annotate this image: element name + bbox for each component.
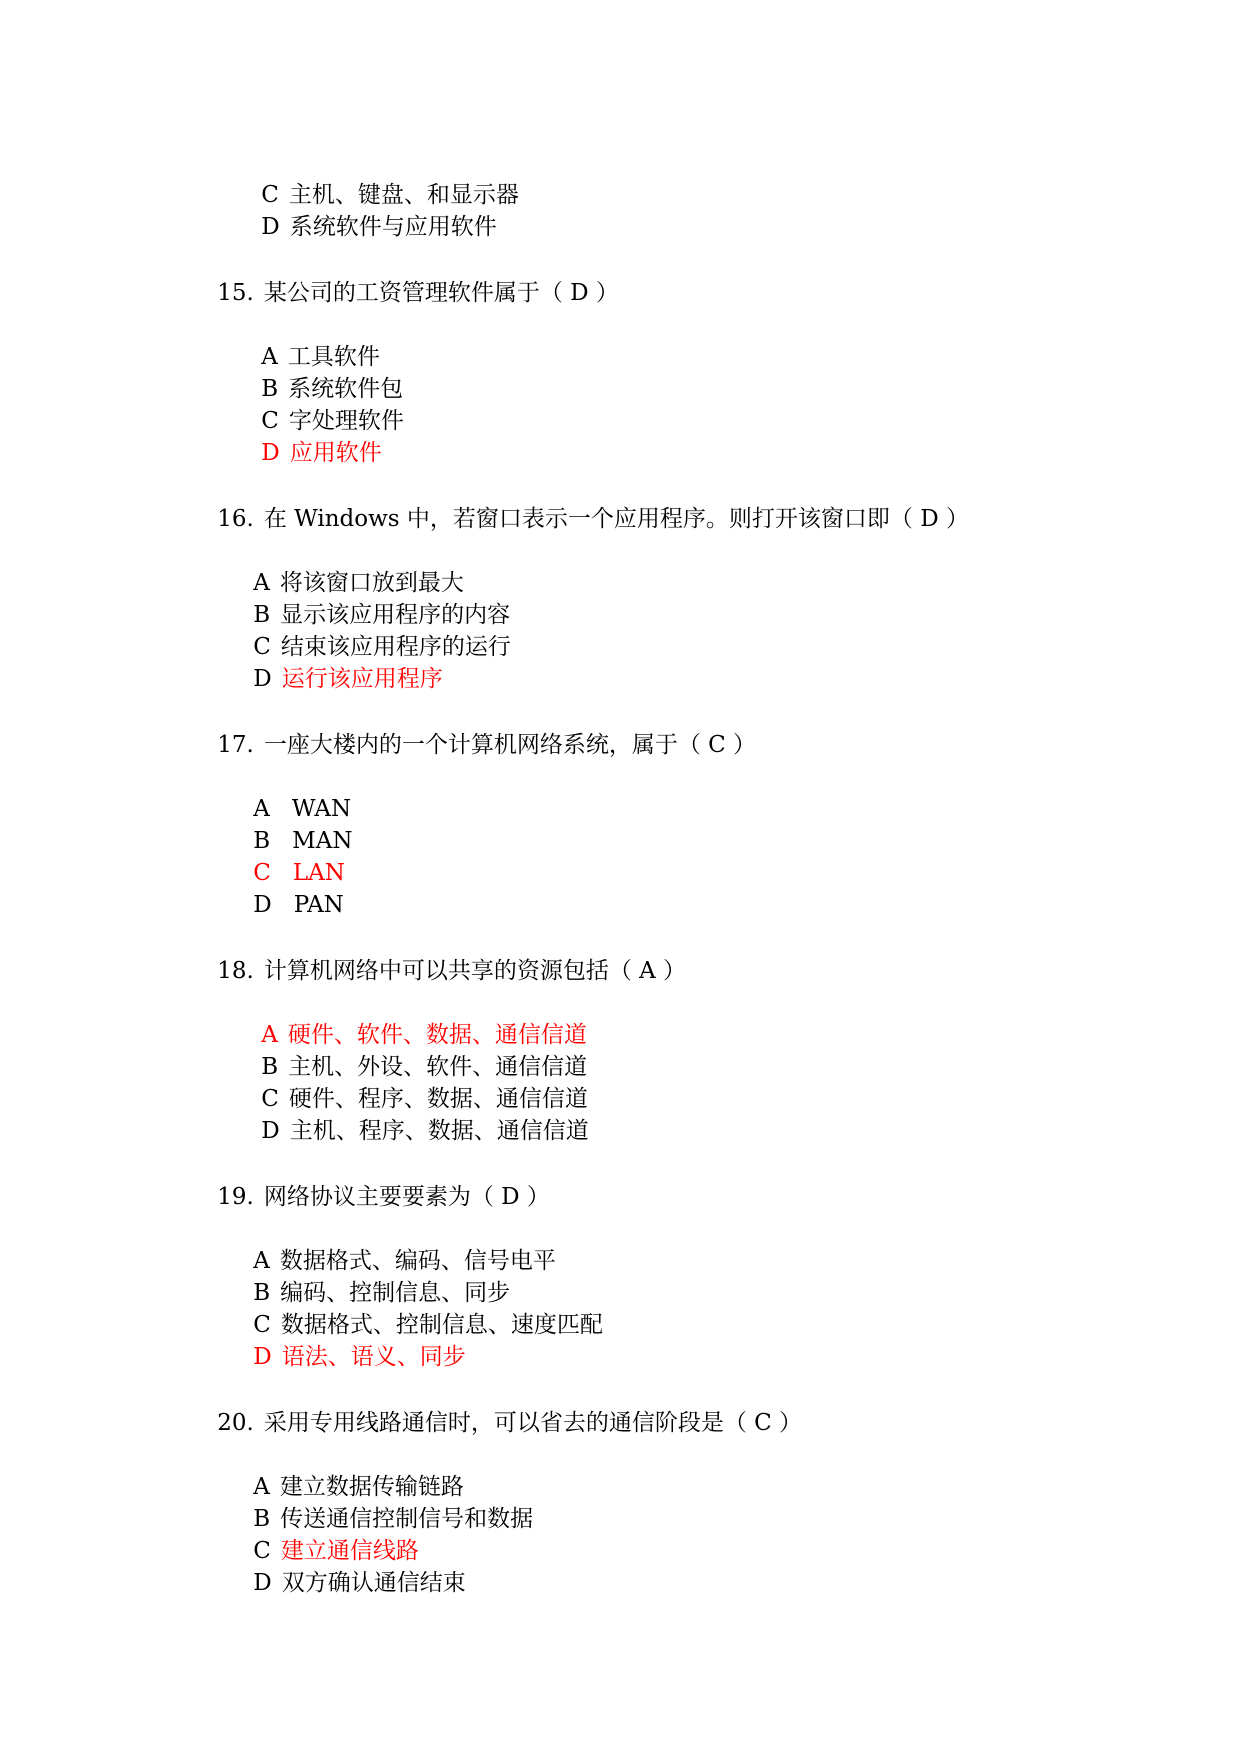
- option-text: 主机、程序、数据、通信信道: [289, 1118, 589, 1144]
- option-text: LAN: [292, 860, 345, 886]
- option-text: 应用软件: [289, 440, 382, 466]
- option-text: 双方确认通信结束: [281, 1570, 466, 1596]
- option-letter: D: [253, 666, 272, 692]
- option-text: 主机、外设、软件、通信信道: [288, 1054, 588, 1080]
- option-text: 数据格式、控制信息、速度匹配: [280, 1312, 603, 1338]
- question-text: 一座大楼内的一个计算机网络系统，属于（ C ）: [263, 732, 757, 758]
- question-number: 16.: [217, 506, 254, 532]
- option-letter: D: [253, 1344, 272, 1370]
- question-text: 某公司的工资管理软件属于（ D ）: [263, 280, 619, 306]
- option-text: 运行该应用程序: [281, 666, 443, 692]
- option-letter: C: [261, 408, 279, 434]
- option-letter: D: [261, 214, 280, 240]
- option-letter: C: [253, 1538, 271, 1564]
- option-letter: A: [261, 344, 278, 370]
- option-letter: B: [253, 828, 271, 854]
- question-text: 计算机网络中可以共享的资源包括（ A ）: [263, 958, 687, 984]
- option-letter: A: [261, 1022, 278, 1048]
- q20-option-d: [224, 1538, 466, 1628]
- option-text: 语法、语义、同步: [281, 1344, 466, 1370]
- option-letter: B: [253, 602, 271, 628]
- option-letter: D: [261, 1118, 280, 1144]
- option-text: MAN: [292, 828, 353, 854]
- option-text: 传送通信控制信号和数据: [280, 1506, 534, 1532]
- option-text: 数据格式、编码、信号电平: [279, 1248, 556, 1274]
- option-text: PAN: [293, 892, 344, 918]
- option-text: 建立数据传输链路: [279, 1474, 464, 1500]
- option-letter: B: [253, 1280, 271, 1306]
- question-number: 17.: [217, 732, 254, 758]
- option-letter: D: [253, 892, 272, 918]
- option-letter: A: [253, 1248, 270, 1274]
- option-text: 系统软件与应用软件: [289, 214, 497, 240]
- option-letter: D: [261, 440, 280, 466]
- option-letter: A: [253, 570, 270, 596]
- question-number: 15.: [217, 280, 254, 306]
- option-letter: B: [253, 1506, 271, 1532]
- question-number: 20.: [217, 1410, 254, 1436]
- option-text: 编码、控制信息、同步: [280, 1280, 511, 1306]
- option-letter: C: [261, 182, 279, 208]
- question-number: 19.: [217, 1184, 254, 1210]
- option-text: 显示该应用程序的内容: [280, 602, 511, 628]
- option-letter: C: [253, 634, 271, 660]
- option-text: 系统软件包: [288, 376, 404, 402]
- option-text: 结束该应用程序的运行: [280, 634, 511, 660]
- option-letter: A: [253, 1474, 270, 1500]
- option-text: 将该窗口放到最大: [279, 570, 464, 596]
- question-text: 网络协议主要要素为（ D ）: [263, 1184, 550, 1210]
- question-number: 18.: [217, 958, 254, 984]
- option-text: 工具软件: [287, 344, 380, 370]
- option-letter: B: [261, 376, 279, 402]
- option-letter: B: [261, 1054, 279, 1080]
- option-text: 字处理软件: [288, 408, 404, 434]
- option-text: 硬件、软件、数据、通信信道: [287, 1022, 587, 1048]
- option-letter: D: [253, 1570, 272, 1596]
- option-letter: C: [261, 1086, 279, 1112]
- question-text: 在 Windows 中，若窗口表示一个应用程序。则打开该窗口即（ D ）: [263, 506, 969, 532]
- option-letter: C: [253, 860, 271, 886]
- option-text: 硬件、程序、数据、通信信道: [288, 1086, 588, 1112]
- option-text: WAN: [291, 796, 352, 822]
- option-text: 主机、键盘、和显示器: [288, 182, 519, 208]
- option-letter: A: [253, 796, 270, 822]
- question-text: 采用专用线路通信时，可以省去的通信阶段是（ C ）: [263, 1410, 803, 1436]
- option-text: 建立通信线路: [280, 1538, 419, 1564]
- option-letter: C: [253, 1312, 271, 1338]
